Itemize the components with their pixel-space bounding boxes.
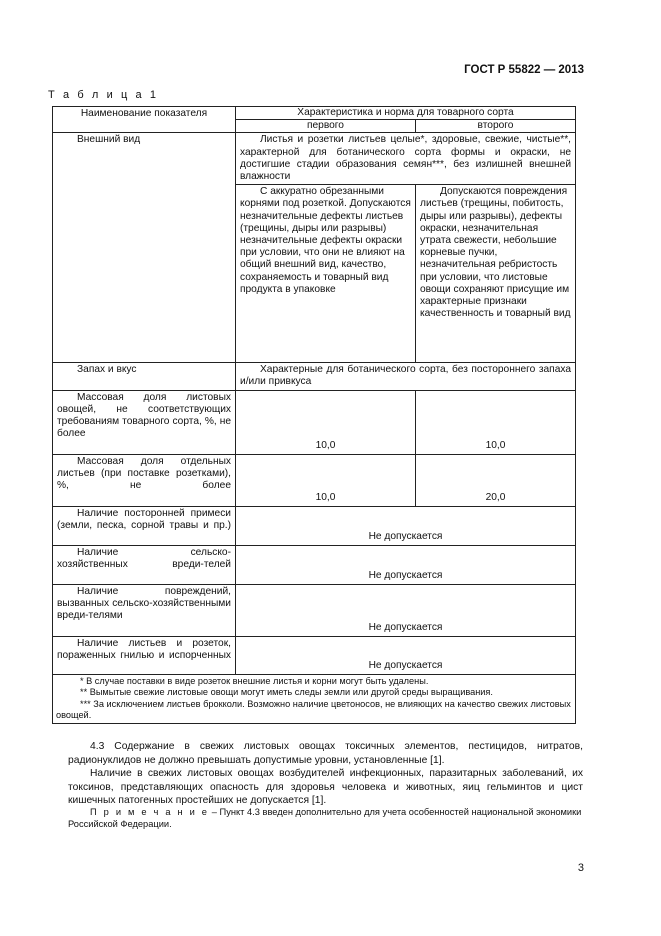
row-impurity-name: Наличие посторонней примеси (земли, песка, сорной травы и пр.): [53, 506, 236, 545]
row-damage-value: Не допускается: [236, 584, 576, 636]
row-damage-name: Наличие повреждений, вызванных сельско-хозяйственными вреди-телями: [53, 584, 236, 636]
row-mass-veg-name: Массовая доля листовых овощей, не соответствующих требованиям товарного сорта, %, не более: [53, 390, 236, 454]
row-pests-name: Наличие сельско-хозяйственных вреди-телей: [53, 545, 236, 584]
row-smell-name: Запах и вкус: [53, 363, 236, 390]
note: [68, 806, 583, 830]
row-pests-value: Не допускается: [236, 545, 576, 584]
paragraph-pathogens: Наличие в свежих листовых овощах возбудителей инфекционных, паразитарных заболеваний, их токсинов, представляющих опасность для здоровья человека и животных, яиц гельминтов и цист кишечных патогенных простейших не допускается [1].: [68, 768, 583, 806]
footnote-3: *** За исключением листьев брокколи. Возможно наличие цветоносов, не влияющих на качество свежих листовых овощей.: [56, 698, 571, 721]
row-rot-name: Наличие листьев и розеток, пораженных гнилью и испорченных: [53, 636, 236, 674]
table-footnotes: [53, 674, 576, 723]
row-appearance-name: Внешний вид: [53, 133, 236, 363]
row-appearance-second: Допускаются повреждения листьев (трещины, побитость, дыры или разрывы), дефекты окраски, незначительная утрата свежести, небольшие корневые пучки, незначительная ребристость при условии, что листовые овощи сохраняют присущие им характерные признаки качественность и товарный вид: [416, 185, 576, 363]
row-appearance-common: Листья и розетки листьев целые*, здоровые, свежие, чистые**, характерной для ботанического сорта формы и окраски, не достигшие стадии образования семян***, без излишней внешней влажности: [236, 133, 576, 185]
body-text: [68, 740, 583, 808]
paragraph-4-3: 4.3 Содержание в свежих листовых овощах токсичных элементов, пестицидов, нитратов, радионуклидов не должно превышать допустимые уровни, установленные [1].: [68, 741, 583, 766]
row-appearance-first: С аккуратно обрезанными корнями под розеткой. Допускаются незначительные дефекты листьев (трещины, дыры или разрывы) незначительные дефекты окраски при условии, что они не влияют на общий внешний вид, качество, сохраняемость и товарный вид продукта в упаковке: [236, 185, 416, 363]
row-mass-leaves-second: 20,0: [416, 454, 576, 506]
page-number: 3: [577, 862, 584, 874]
header-name: Наименование показателя: [53, 107, 236, 133]
table-caption: Т а б л и ц а 1: [48, 89, 159, 101]
row-mass-leaves-name: Массовая доля отдельных листьев (при поставке розетками), %, не более: [53, 454, 236, 506]
row-mass-leaves-first: 10,0: [236, 454, 416, 506]
footnote-1: * В случае поставки в виде розеток внешние листья и корни могут быть удалены.: [80, 675, 429, 686]
note-label: П р и м е ч а н и е: [90, 807, 210, 817]
row-mass-veg-first: 10,0: [236, 390, 416, 454]
header-group: Характеристика и норма для товарного сорта: [236, 107, 576, 120]
row-rot-value: Не допускается: [236, 636, 576, 674]
row-mass-veg-second: 10,0: [416, 390, 576, 454]
note-text: – Пункт 4.3 введен дополнительно для учета особенностей национальной экономики Российской Федерации.: [68, 807, 582, 829]
row-smell-value: Характерные для ботанического сорта, без постороннего запаха и/или привкуса: [236, 363, 576, 390]
header-first: первого: [236, 120, 416, 133]
row-impurity-value: Не допускается: [236, 506, 576, 545]
quality-table: [52, 106, 576, 724]
standard-number: ГОСТ Р 55822 — 2013: [464, 64, 584, 76]
footnote-2: ** Вымытые свежие листовые овощи могут иметь следы земли или другой среды выращивания.: [80, 687, 493, 698]
header-second: второго: [416, 120, 576, 133]
